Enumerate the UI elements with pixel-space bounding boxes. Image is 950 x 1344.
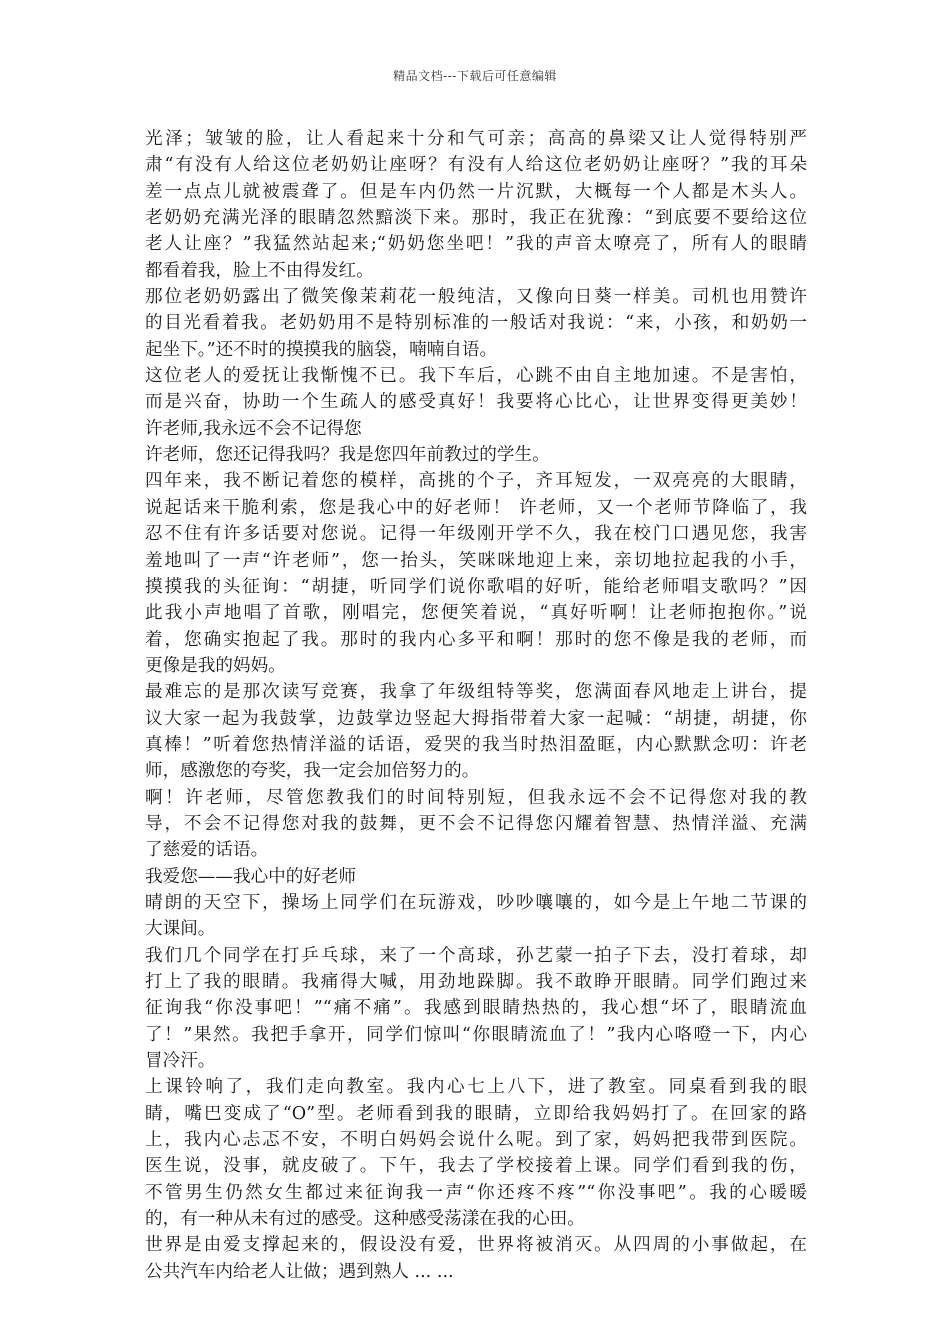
text-line: 打上了我的眼睛。我痛得大喊，用劲地跺脚。我不敢睁开眼睛。同学们跑过来	[145, 972, 807, 992]
text-line: 四年来，我不断记着您的模样，高挑的个子，齐耳短发，一双亮亮的大眼睛，	[145, 471, 807, 492]
text-line: 老人让座？”我猛然站起来;“奶奶您坐吧！”我的声音太嘹亮了，所有人的眼睛	[145, 234, 807, 255]
text-line: 起坐下。”还不时的摸摸我的脑袋，喃喃自语。	[145, 339, 498, 360]
text-line: 许老师,我永远不会不记得您	[145, 418, 362, 439]
text-line: 师，感激您的夸奖，我一定会加倍努力的。	[145, 761, 480, 782]
text-line: 我们几个同学在打乒乓球，来了一个高球，孙艺蒙一拍子下去，没打着球，却	[145, 945, 807, 966]
text-line: 征询我“你没事吧！”“痛不痛”。我感到眼睛热热的，我心想“坏了，眼睛流血	[145, 998, 807, 1019]
text-line: 老奶奶充满光泽的眼睛忽然黯淡下来。那时，我正在犹豫：“到底要不要给这位	[145, 208, 807, 229]
text-line: 最难忘的是那次读写竞赛，我拿了年级组特等奖，您满面春风地走上讲台，提	[145, 682, 807, 703]
text-line: 议大家一起为我鼓掌，边鼓掌边竖起大拇指带着大家一起喊：“胡捷，胡捷，你	[145, 708, 807, 729]
text-line: 的目光看着我。老奶奶用不是特别标准的一般话对我说：“来，小孩，和奶奶一	[145, 313, 807, 334]
text-line: 光泽；皱皱的脸，让人看起来十分和气可亲；高高的鼻梁又让人觉得特别严	[145, 129, 807, 149]
text-line: 忍不住有许多话要对您说。记得一年级刚开学不久，我在校门口遇见您，我害	[145, 524, 807, 545]
text-line: 不管男生仍然女生都过来征询我一声“你还疼不疼”“你没事吧”。我的心暖暖	[145, 1182, 807, 1203]
text-line: 说起话来干脆利索，您是我心中的好老师！ 许老师，又一个老师节降临了，我	[145, 497, 807, 518]
text-line: 了！”果然。我把手拿开，同学们惊叫“你眼睛流血了！”我内心咯噔一下，内心	[145, 1024, 807, 1045]
text-line: 摸摸我的头征询：“胡捷，听同学们说你歌唱的好听，能给老师唱支歌吗？”因	[145, 576, 807, 597]
text-line: 着，您确实抱起了我。那时的我内心多平和啊！那时的您不像是我的老师，而	[145, 629, 807, 650]
text-line: 公共汽车内给老人让做；遇到熟人 ... ...	[145, 1261, 454, 1282]
text-line: 导，不会不记得您对我的鼓舞，更不会不记得您闪耀着智慧、热情洋溢、充满	[145, 813, 807, 834]
text-line: 晴朗的天空下，操场上同学们在玩游戏，吵吵嚷嚷的，如今是上午地二节课的	[145, 892, 807, 913]
text-line: 而是兴奋，协助一个生疏人的感受真好！我要将心比心，让世界变得更美妙！	[145, 392, 807, 413]
text-line: 世界是由爱支撑起来的，假设没有爱，世界将被消灭。从四周的小事做起，在	[145, 1235, 807, 1256]
text-line: 那位老奶奶露出了微笑像茉莉花一般纯洁，又像向日葵一样美。司机也用赞许	[145, 287, 807, 308]
text-line: 啊！许老师，尽管您教我们的时间特别短，但我永远不会不记得您对我的教	[145, 787, 807, 808]
text-line: 的，有一种从未有过的感受。这种感受荡漾在我的心田。	[145, 1209, 585, 1230]
text-line: 此我小声地唱了首歌，刚唱完，您便笑着说，“真好听啊！让老师抱抱你。”说	[145, 603, 807, 624]
text-line: 更像是我的妈妈。	[145, 655, 286, 676]
text-line: 睛，嘴巴变成了“O”型。老师看到我的眼睛，立即给我妈妈打了。在回家的路	[145, 1103, 807, 1124]
text-line: 我爱您——我心中的好老师	[145, 866, 357, 887]
text-line: 冒冷汗。	[145, 1051, 216, 1072]
text-line: 这位老人的爱抚让我惭愧不已。我下车后，心跳不由自主地加速。不是害怕，	[145, 366, 807, 387]
document-body	[145, 126, 807, 1285]
page-header: 精品文档---下载后可任意编辑	[393, 69, 557, 83]
text-line: 许老师，您还记得我吗？我是您四年前教过的学生。	[145, 445, 550, 466]
text-line: 羞地叫了一声“许老师”，您一抬头，笑咪咪地迎上来，亲切地拉起我的小手，	[145, 550, 807, 571]
text-line: 上课铃响了，我们走向教室。我内心七上八下，进了教室。同桌看到我的眼	[145, 1077, 807, 1098]
text-line: 大课间。	[145, 919, 216, 940]
text-line: 都看着我，脸上不由得发红。	[145, 260, 374, 281]
text-line: 差一点点儿就被震聋了。但是车内仍然一片沉默，大概每一个人都是木头人。	[145, 181, 807, 202]
text-line: 真棒！”听着您热情洋溢的话语，爱哭的我当时热泪盈眶，内心默默念叨：许老	[145, 734, 807, 755]
text-line: 上，我内心忐忑不安，不明白妈妈会说什么呢。到了家，妈妈把我带到医院。	[145, 1130, 807, 1151]
text-line: 医生说，没事，就皮破了。下午，我去了学校接着上课。同学们看到我的伤，	[145, 1156, 807, 1177]
text-line: 了慈爱的话语。	[145, 840, 269, 861]
text-line: 肃“有没有人给这位老奶奶让座呀？有没有人给这位老奶奶让座呀？”我的耳朵	[145, 155, 807, 176]
